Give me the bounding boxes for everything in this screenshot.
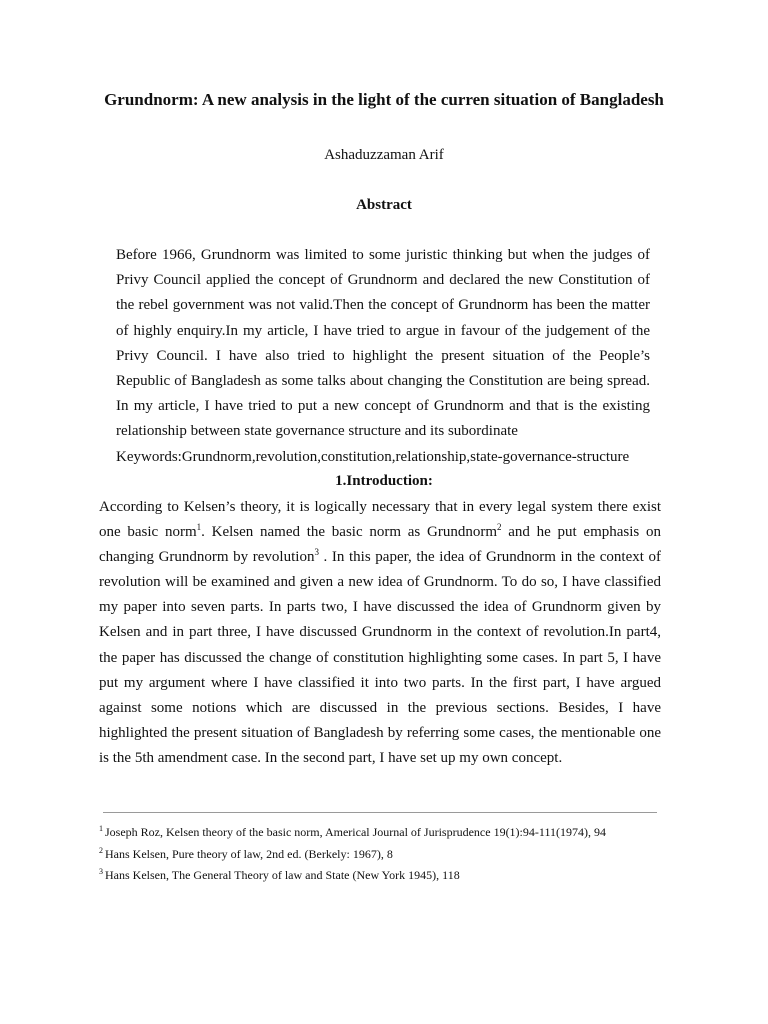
- abstract-text: Before 1966, Grundnorm was limited to some juristic thinking but when the judges of Privy Council applied the concept of Grundnorm and declared the new Constitution of the rebel government was not valid.Then the concept of Grundnorm has been the matter of highly enquiry.In my article, I have tried to argue in favour of the judgement of the Privy Council. I have also tried to highlight the present situation of the People’s Republic of Bangladesh as some talks about changing the Constitution are being spread. In my article, I have tried to put a new concept of Grundnorm and that is the existing relationship between state governance structure and its subordinate: [116, 247, 650, 440]
- footnote-item: [99, 822, 679, 844]
- footnotes-list: [99, 822, 679, 887]
- footnote-number: 1: [99, 824, 103, 833]
- intro-text-segment: . Kelsen named the basic norm as Grundnorm: [201, 524, 497, 541]
- footnote-ref-1[interactable]: 1: [196, 522, 202, 533]
- footnote-separator: [103, 812, 657, 813]
- introduction-heading: 1.Introduction:: [335, 473, 433, 489]
- abstract-heading: Abstract: [356, 197, 412, 213]
- footnote-item: [99, 865, 679, 887]
- intro-text-segment: and he put emphasis on changing Grundnorm by revolution: [99, 524, 661, 566]
- footnote-text: Joseph Roz, Kelsen theory of the basic norm, Americal Journal of Jurisprudence 19(1):94-111(1974), 94: [105, 825, 606, 839]
- footnote-text: Hans Kelsen, The General Theory of law and State (New York 1945), 118: [105, 868, 460, 882]
- footnote-item: [99, 844, 679, 866]
- keywords-line: Keywords:Grundnorm,revolution,constitution,relationship,state-governance-structure: [116, 449, 630, 465]
- intro-text-segment: . In this paper, the idea of Grundnorm in the context of revolution will be examined and given a new idea of Grundnorm. To do so, I have classified my paper into seven parts. In parts two, I have discussed the idea of Grundnorm given by Kelsen and in part three, I have discussed Grundnorm in the context of revolution.In part4, the paper has discussed the change of constitution highlighting some cases. In part 5, I have put my argument where I have classified it into two parts. In the first part, I have argued against some notions which are discussed in the previous sections. Besides, I have highlighted the present situation of Bangladesh by referring some cases, the mentionable one is the 5th amendment case. In the second part, I have set up my own concept.: [99, 549, 661, 766]
- footnote-number: 3: [99, 867, 103, 876]
- intro-text-segment: According to Kelsen’s theory, it is logically necessary that in every legal system there exist one basic norm: [99, 499, 661, 541]
- introduction-paragraph: [99, 495, 661, 771]
- paper-title: Grundnorm: A new analysis in the light of the curren situation of Bangladesh: [104, 90, 664, 109]
- footnote-number: 2: [99, 845, 103, 855]
- footnote-text: Hans Kelsen, Pure theory of law, 2nd ed. (Berkely: 1967), 8: [105, 846, 393, 861]
- author-name: Ashaduzzaman Arif: [324, 147, 444, 163]
- footnote-ref-3[interactable]: 3: [314, 547, 319, 558]
- footnote-ref-2[interactable]: 2: [496, 522, 502, 533]
